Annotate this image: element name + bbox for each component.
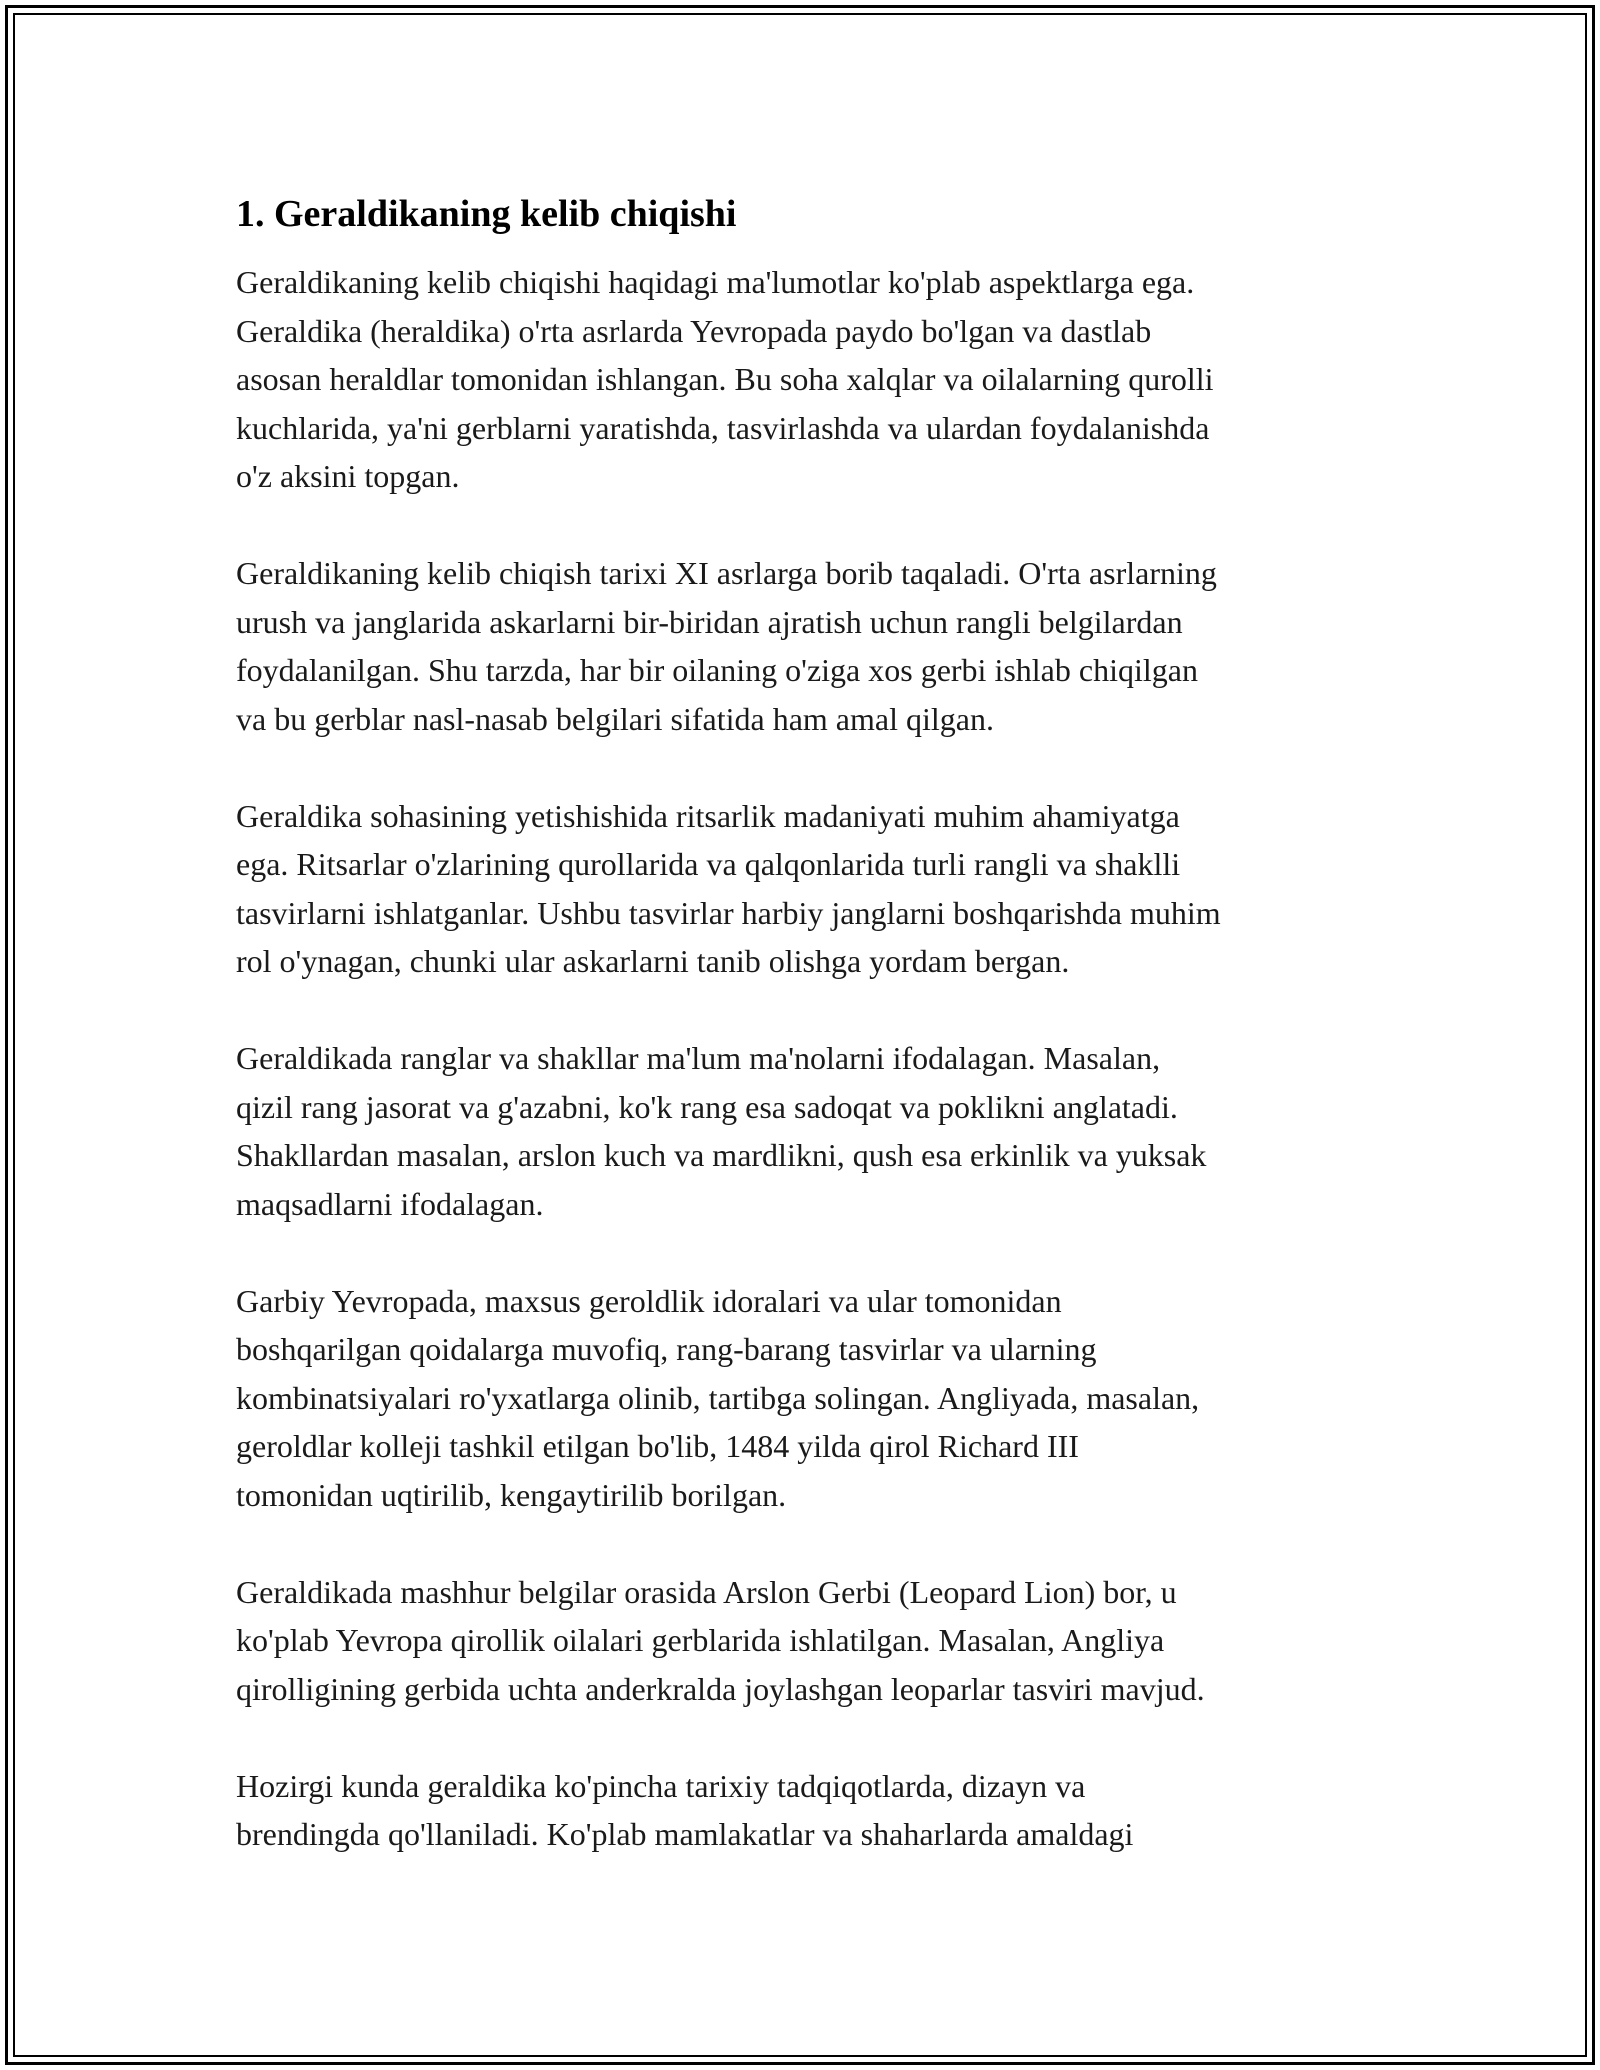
- text-line: kombinatsiyalari ro'yxatlarga olinib, tartibga solingan. Angliyada, masalan,: [236, 1379, 1200, 1416]
- document-body: [236, 186, 1376, 1907]
- text-line: qizil rang jasorat va g'azabni, ko'k rang esa sadoqat va poklikni anglatadi.: [236, 1088, 1178, 1125]
- text-line: o'z aksini topgan.: [236, 458, 460, 494]
- text-line: Geraldika sohasining yetishishida ritsarlik madaniyati muhim ahamiyatga: [236, 797, 1180, 834]
- text-line: Geraldikada ranglar va shakllar ma'lum ma'nolarni ifodalagan. Masalan,: [236, 1040, 1161, 1076]
- text-line: maqsadlarni ifodalagan.: [236, 1185, 544, 1222]
- paragraph-2: [236, 549, 1376, 743]
- text-line: kuchlarida, ya'ni gerblarni yaratishda, tasvirlashda va ulardan foydalanishda: [236, 409, 1210, 446]
- text-line: brendingda qo'llaniladi. Ko'plab mamlakatlar va shaharlarda amaldagi: [236, 1816, 1134, 1852]
- text-line: Geraldikaning kelib chiqishi haqidagi ma'lumotlar ko'plab aspektlarga ega.: [236, 264, 1195, 300]
- text-line: boshqarilgan qoidalarga muvofiq, rang-barang tasvirlar va ularning: [236, 1331, 1097, 1367]
- paragraph-7: [236, 1762, 1376, 1859]
- text-line: geroldlar kolleji tashkil etilgan bo'lib, 1484 yilda qirol Richard III: [236, 1428, 1079, 1464]
- text-line: tasvirlarni ishlatganlar. Ushbu tasvirlar harbiy janglarni boshqarishda muhim: [236, 894, 1221, 931]
- text-line: qirolligining gerbida uchta anderkralda joylashgan leoparlar tasviri mavjud.: [236, 1670, 1205, 1707]
- text-line: Geraldika (heraldika) o'rta asrlarda Yevropada paydo bo'lgan va dastlab: [236, 312, 1152, 349]
- text-line: Geraldikaning kelib chiqish tarixi XI asrlarga borib taqaladi. O'rta asrlarning: [236, 555, 1217, 591]
- text-line: Garbiy Yevropada, maxsus geroldlik idoralari va ular tomonidan: [236, 1282, 1062, 1319]
- text-line: urush va janglarida askarlarni bir-biridan ajratish uchun rangli belgilardan: [236, 603, 1183, 640]
- paragraph-5: [236, 1277, 1376, 1520]
- paragraph-6: [236, 1568, 1376, 1714]
- text-line: Shakllardan masalan, arslon kuch va mardlikni, qush esa erkinlik va yuksak: [236, 1137, 1207, 1173]
- text-line: ko'plab Yevropa qirollik oilalari gerblarida ishlatilgan. Masalan, Angliya: [236, 1622, 1165, 1658]
- text-line: Geraldikada mashhur belgilar orasida Arslon Gerbi (Leopard Lion) bor, u: [236, 1573, 1177, 1610]
- text-line: Hozirgi kunda geraldika ko'pincha tarixiy tadqiqotlarda, dizayn va: [236, 1767, 1086, 1804]
- text-line: va bu gerblar nasl-nasab belgilari sifatida ham amal qilgan.: [236, 700, 994, 737]
- text-line: foydalanilgan. Shu tarzda, har bir oilaning o'ziga xos gerbi ishlab chiqilgan: [236, 652, 1198, 688]
- text-line: tomonidan uqtirilib, kengaytirilib borilgan.: [236, 1476, 787, 1513]
- text-line: rol o'ynagan, chunki ular askarlarni tanib olishga yordam bergan.: [236, 943, 1070, 979]
- paragraph-1: [236, 258, 1376, 501]
- text-line: asosan heraldlar tomonidan ishlangan. Bu soha xalqlar va oilalarning qurolli: [236, 361, 1214, 397]
- section-heading: 1. Geraldikaning kelib chiqishi: [236, 193, 737, 235]
- paragraph-3: [236, 792, 1376, 986]
- text-line: ega. Ritsarlar o'zlarining qurollarida va qalqonlarida turli rangli va shaklli: [236, 846, 1181, 882]
- paragraph-4: [236, 1034, 1376, 1228]
